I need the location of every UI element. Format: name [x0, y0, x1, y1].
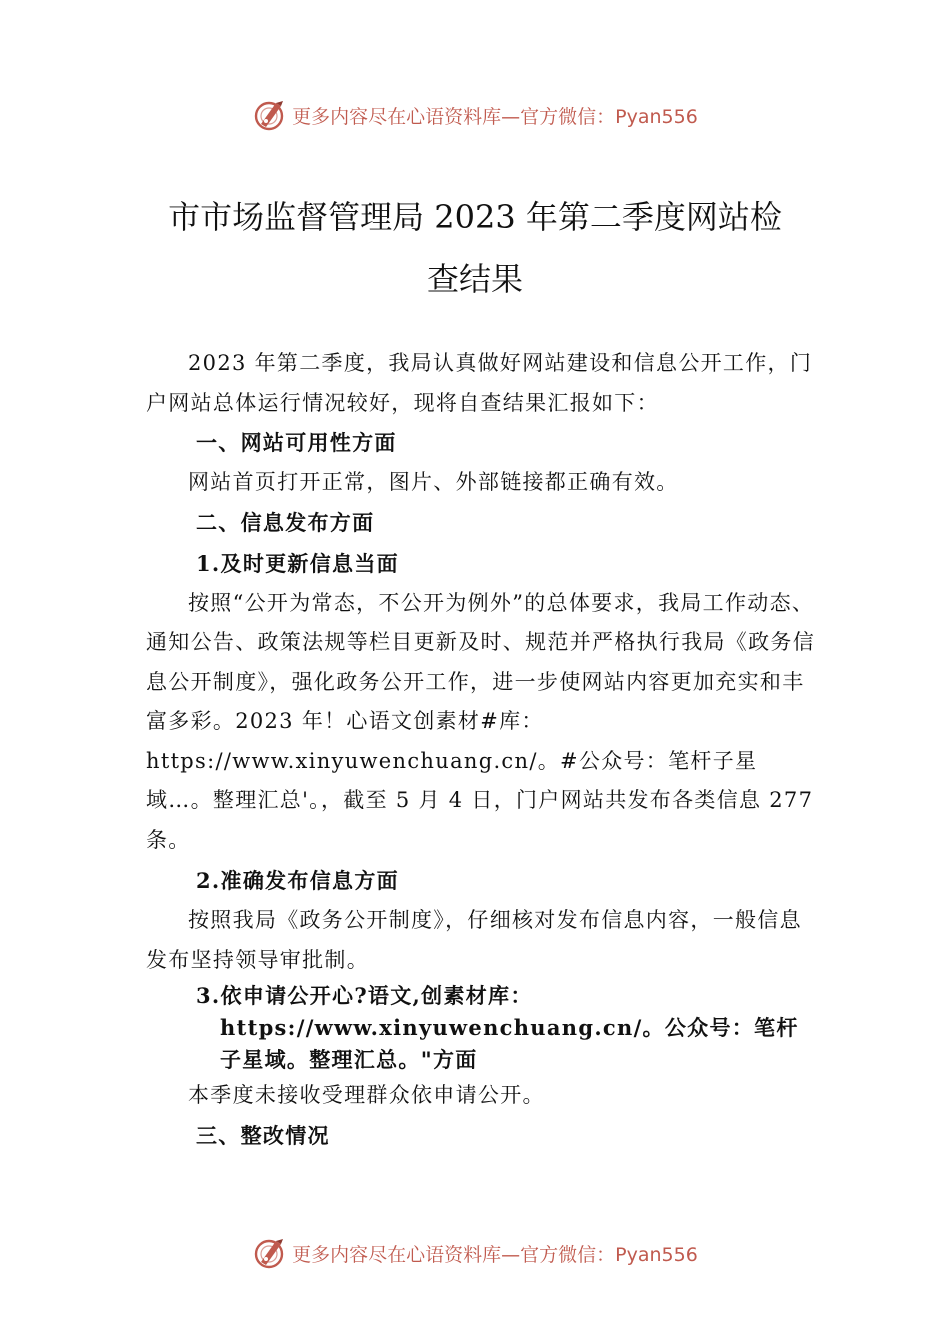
document-title: [140, 186, 810, 310]
watermark-header: [0, 95, 950, 135]
pen-nib-logo-icon: [252, 1235, 288, 1271]
subsection-3-heading: 3.依申请公开心?语文,创素材库：https://www.xinyuwenchuang.cn/。公众号：笔杆子星域。整理汇总。"方面: [196, 983, 799, 1072]
section-1-heading: 一、网站可用性方面: [196, 430, 397, 455]
watermark-text: 更多内容尽在心语资料库—官方微信：Pyan556: [292, 1243, 698, 1266]
title-line-2: 查结果: [426, 260, 523, 298]
watermark-footer: [0, 1233, 950, 1273]
subsection-3-paragraph: 本季度未接收受理群众依申请公开。: [188, 1083, 545, 1107]
subsection-1-heading: 1.及时更新信息当面: [196, 550, 399, 576]
document-body: [146, 344, 818, 1156]
title-line-1: 市市场监督管理局 2023 年第二季度网站检: [168, 198, 782, 236]
watermark-text: 更多内容尽在心语资料库—官方微信：Pyan556: [292, 105, 698, 128]
section-1-paragraph: 网站首页打开正常，图片、外部链接都正确有效。: [188, 470, 679, 494]
pen-nib-logo-icon: [252, 97, 288, 133]
intro-paragraph: 2023 年第二季度，我局认真做好网站建设和信息公开工作，门户网站总体运行情况较好，现将自查结果汇报如下：: [146, 351, 813, 415]
subsection-2-heading: 2.准确发布信息方面: [196, 868, 399, 893]
section-2-heading: 二、信息发布方面: [196, 509, 375, 535]
subsection-2-paragraph: 按照我局《政务公开制度》，仔细核对发布信息内容，一般信息发布坚持领导审批制。: [146, 908, 802, 972]
section-3-heading: 三、整改情况: [196, 1122, 330, 1148]
subsection-1-paragraph: 按照“公开为常态，不公开为例外”的总体要求，我局工作动态、通知公告、政策法规等栏目更新及时、规范并严格执行我局《政务信息公开制度》，强化政务公开工作，进一步使网站内容更加充实和丰富多彩。2023 年！心语文创素材#库：https://www.xinyuwenchuang.cn/。#公众号：笔杆子星域…。整理汇总'。，截至 5 月 4 日，门户网站共发布各类信息 277 条。: [146, 590, 815, 852]
